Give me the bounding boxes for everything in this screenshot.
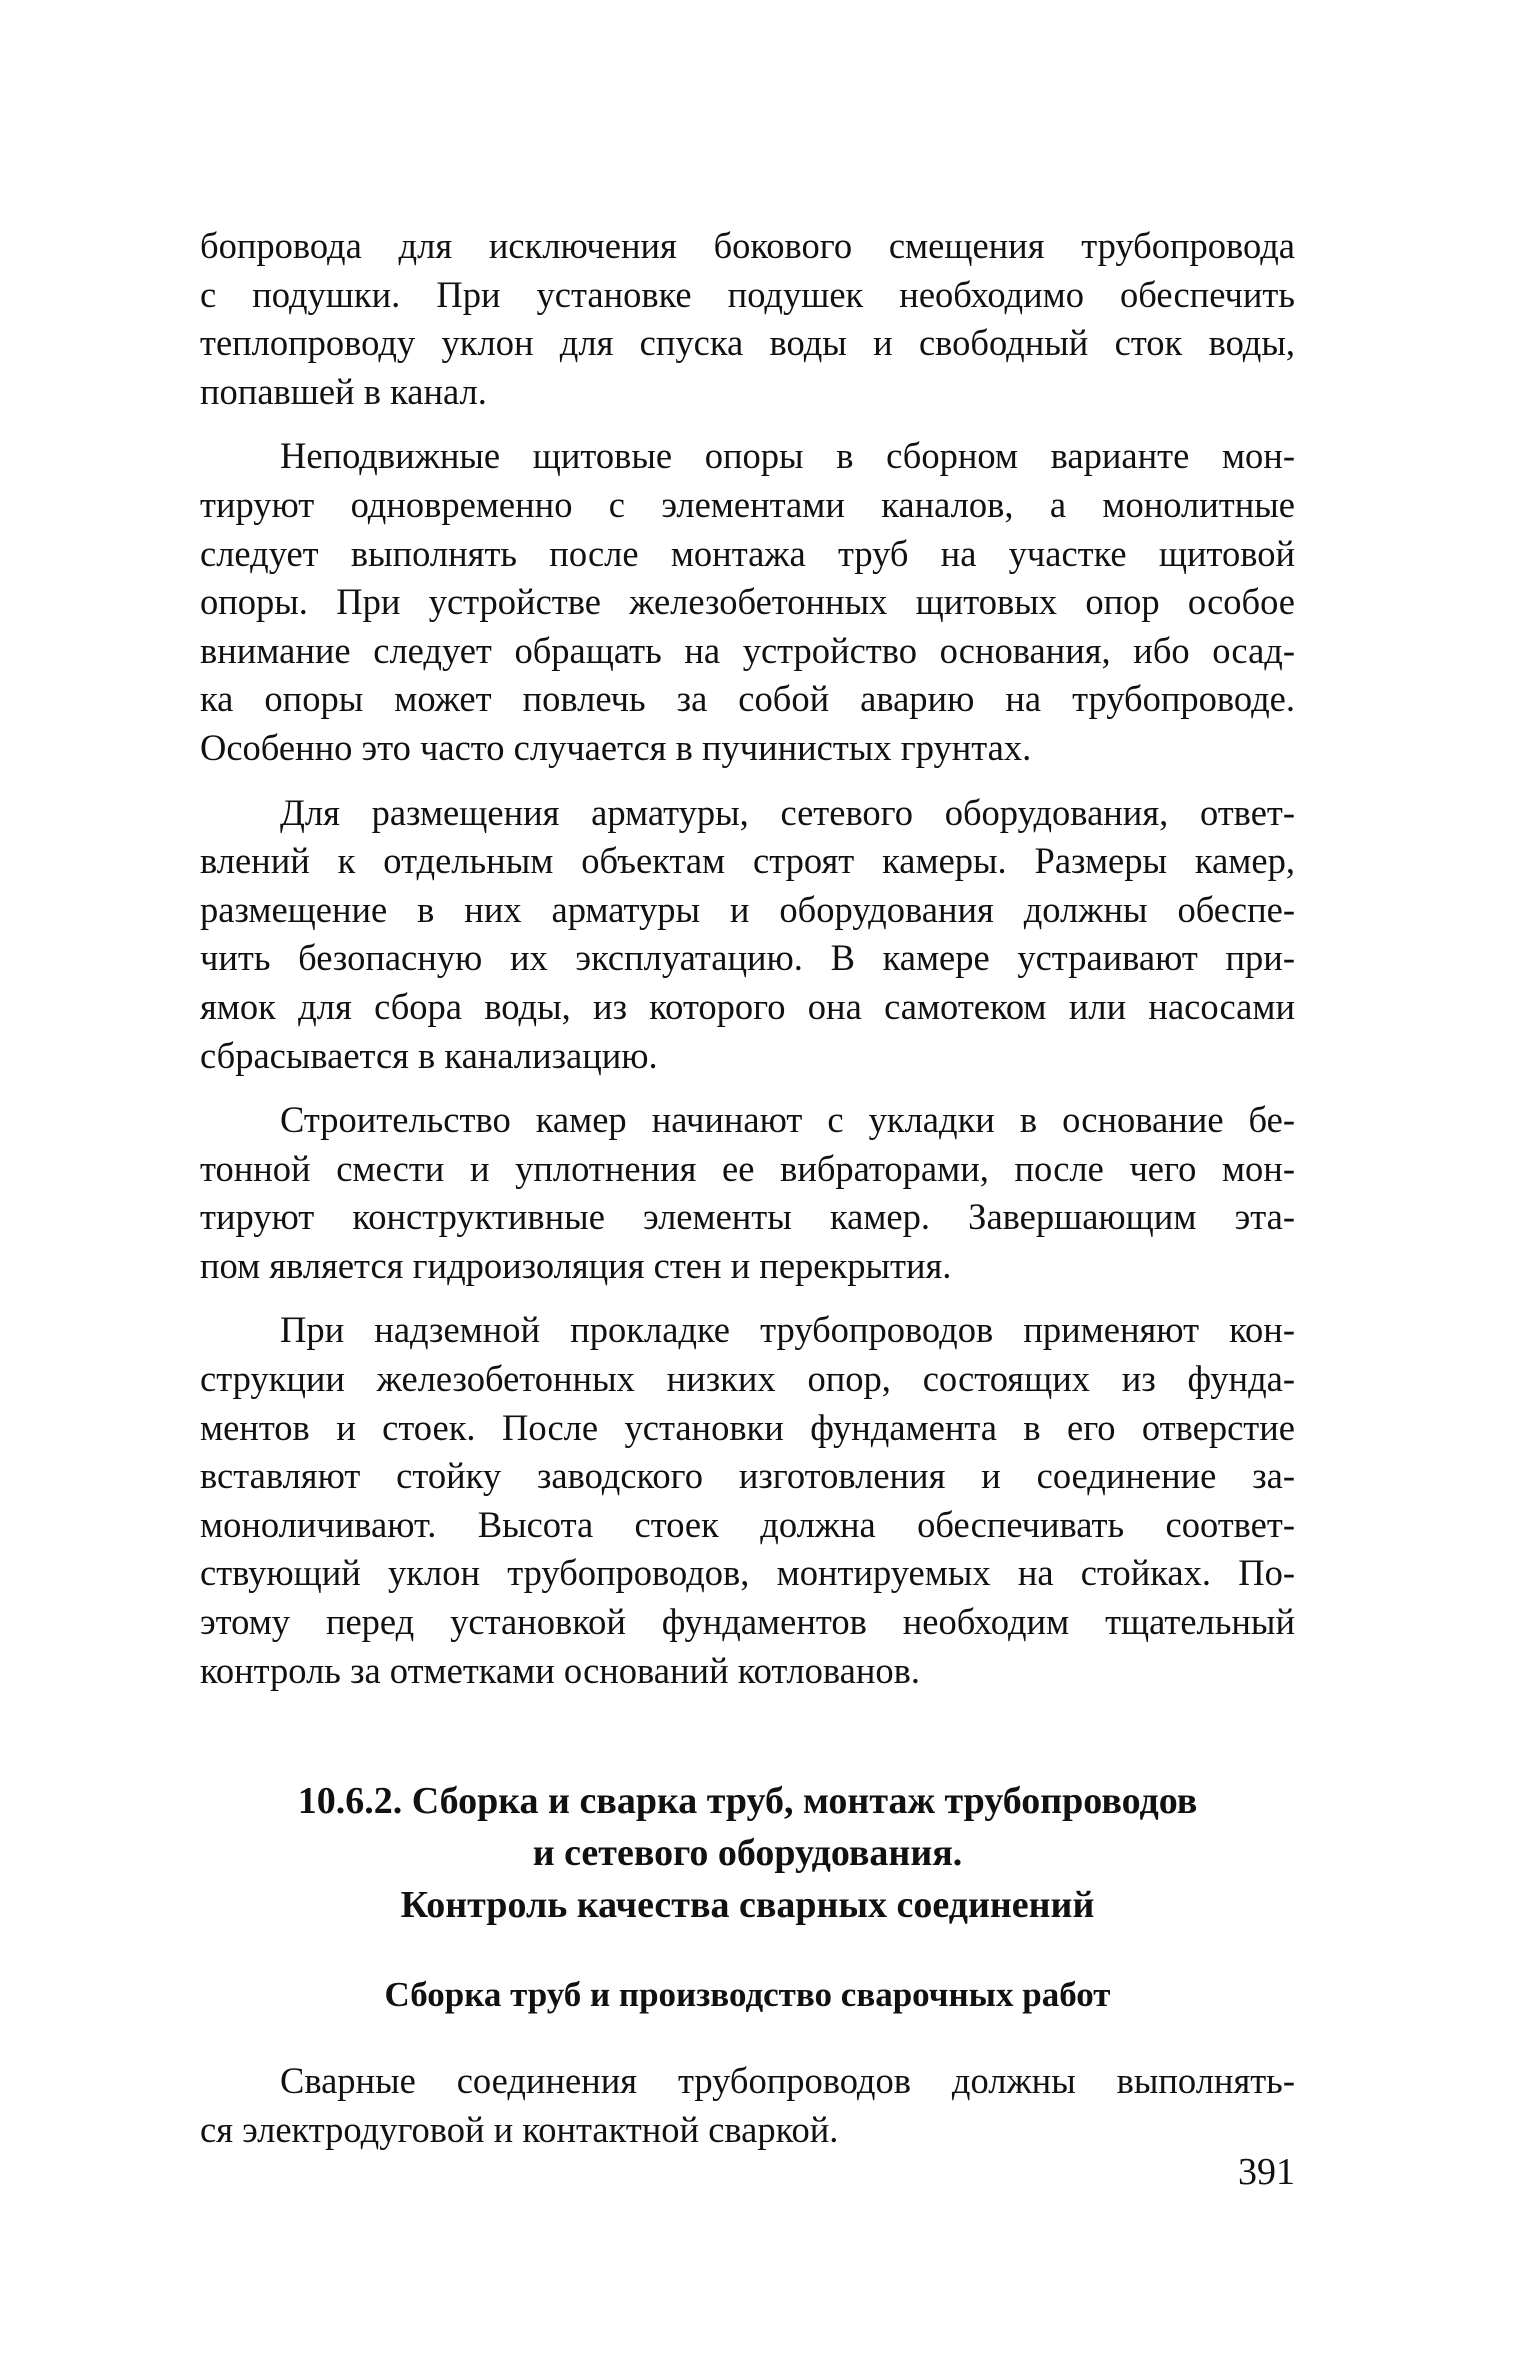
text-line: струкции железобетонных низких опор, состоящих из фунда- [200, 1358, 1295, 1400]
sub-heading: Сборка труб и производство сварочных работ [384, 1975, 1111, 2015]
text-line: внимание следует обращать на устройство основания, ибо осад- [200, 629, 1295, 671]
text-line: Для размещения арматуры, сетевого оборудования, ответ- [280, 791, 1295, 833]
text-line: моноличивают. Высота стоек должна обеспечивать соответ- [200, 1503, 1295, 1545]
text-line: тируют одновременно с элементами каналов, а монолитные [200, 483, 1295, 525]
paragraph-5 [200, 1306, 1295, 1695]
text-line: размещение в них арматуры и оборудования должны обеспе- [200, 888, 1295, 930]
text-line: ся электродуговой и контактной сваркой. [200, 2108, 839, 2150]
text-line: следует выполнять после монтажа труб на участке щитовой [200, 532, 1295, 574]
text-line: Особенно это часто случается в пучинистых грунтах. [200, 726, 1032, 768]
text-line: ка опоры может повлечь за собой аварию на трубопроводе. [200, 678, 1295, 720]
text-line: тонной смести и уплотнения ее вибраторами, после чего мон- [200, 1147, 1295, 1189]
text-line: этому перед установкой фундаментов необходим тщательный [200, 1601, 1295, 1643]
text-line: вставляют стойку заводского изготовления и соединение за- [200, 1455, 1295, 1497]
text-line: ямок для сбора воды, из которого она самотеком или насосами [200, 985, 1295, 1027]
text-line: контроль за отметками оснований котлованов. [200, 1649, 920, 1691]
text-line: с подушки. При установке подушек необходимо обеспечить [200, 273, 1295, 315]
text-line: ствующий уклон трубопроводов, монтируемых на стойках. По- [200, 1552, 1295, 1594]
text-line: чить безопасную их эксплуатацию. В камере устраивают при- [200, 937, 1295, 979]
paragraph-final [200, 2057, 1295, 2154]
paragraph-1 [200, 222, 1295, 416]
text-line: Сварные соединения трубопроводов должны выполнять- [280, 2060, 1295, 2102]
text-line: Неподвижные щитовые опоры в сборном варианте мон- [280, 435, 1295, 477]
text-line: сбрасывается в канализацию. [200, 1034, 658, 1076]
text-line: тируют конструктивные элементы камер. Завершающим эта- [200, 1196, 1295, 1238]
text-line: теплопроводу уклон для спуска воды и свободный сток воды, [200, 322, 1295, 364]
section-heading-line: и сетевого оборудования. [532, 1832, 963, 1875]
text-line: пом является гидроизоляция стен и перекрытия. [200, 1244, 952, 1286]
text-line: влений к отдельным объектам строят камеры. Размеры камер, [200, 840, 1295, 882]
text-line: ментов и стоек. После установки фундамента в его отверстие [200, 1406, 1295, 1448]
section-heading [200, 1775, 1295, 1931]
page-content [200, 222, 1295, 2154]
page-number: 391 [1238, 2151, 1295, 2193]
paragraph-4 [200, 1096, 1295, 1290]
text-line: попавшей в канал. [200, 370, 487, 412]
text-line: При надземной прокладке трубопроводов применяют кон- [280, 1309, 1295, 1351]
text-line: бопровода для исключения бокового смещения трубопровода [200, 225, 1295, 266]
paragraph-3 [200, 789, 1295, 1081]
paragraph-2 [200, 432, 1295, 772]
text-line: опоры. При устройстве железобетонных щитовых опор особое [200, 581, 1295, 623]
text-line: Строительство камер начинают с укладки в основание бе- [280, 1099, 1295, 1141]
section-heading-line: 10.6.2. Сборка и сварка труб, монтаж трубопроводов [297, 1780, 1198, 1823]
section-heading-line: Контроль качества сварных соединений [400, 1884, 1095, 1927]
